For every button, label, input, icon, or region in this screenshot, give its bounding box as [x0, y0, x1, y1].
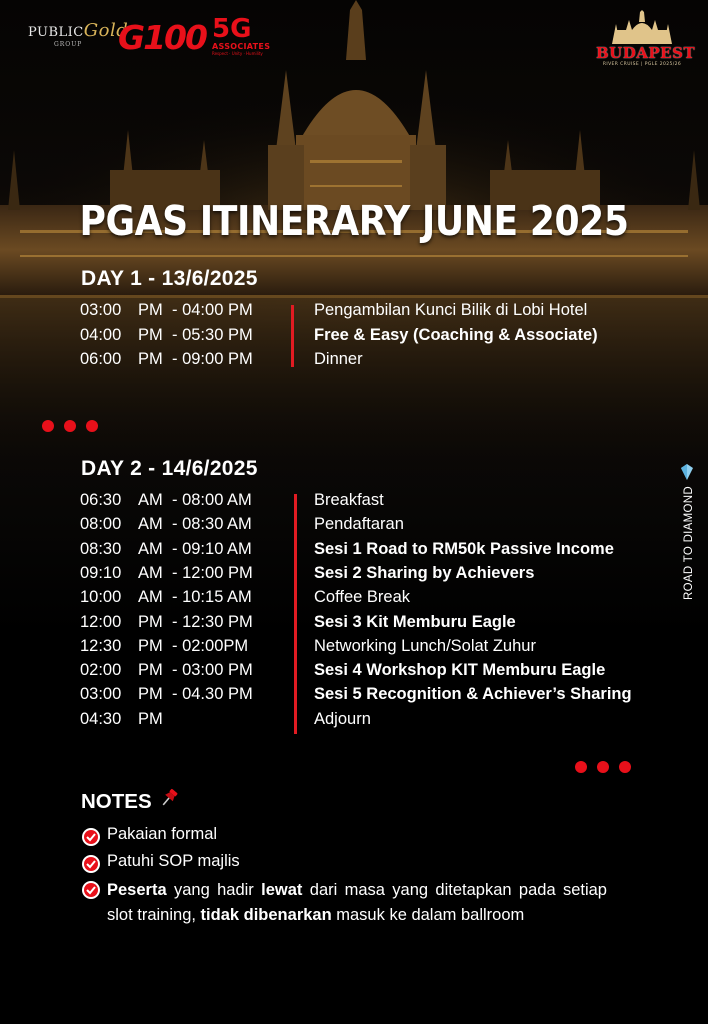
- 5g-associates-logo: [212, 16, 272, 56]
- schedule-row: [0, 515, 708, 539]
- public-gold-logo-group: GROUP: [54, 41, 83, 48]
- note-text: dari masa yang ditetapkan pada setiap slot training,: [107, 881, 607, 924]
- start-time: 03:00: [80, 685, 122, 704]
- start-ampm: PM: [138, 636, 163, 655]
- end-time: - 12:00 PM: [172, 563, 253, 582]
- decorative-dots: [42, 417, 108, 436]
- check-badge-icon: [81, 880, 101, 900]
- notes-title: NOTES: [81, 790, 152, 813]
- start-time: 02:00: [80, 661, 122, 680]
- start-ampm: PM: [138, 325, 163, 344]
- day1-heading: DAY 1 - 13/6/2025: [81, 267, 258, 290]
- schedule-row: [0, 491, 708, 515]
- check-badge-icon: [81, 827, 101, 847]
- start-ampm: AM: [138, 588, 163, 607]
- end-time: - 08:30 AM: [172, 515, 252, 534]
- activity-label: Pendaftaran: [314, 515, 404, 534]
- activity-label: Sesi 1 Road to RM50k Passive Income: [314, 539, 614, 558]
- start-ampm: AM: [138, 515, 163, 534]
- schedule-row: [0, 661, 708, 685]
- start-time: 12:30: [80, 636, 122, 655]
- schedule-row: [0, 350, 708, 374]
- 5g-logo-tagline: Respect · Unity · Humility: [212, 51, 263, 56]
- start-ampm: PM: [138, 685, 163, 704]
- schedule-row: [0, 326, 708, 350]
- start-time: 08:30: [80, 539, 122, 558]
- end-time: - 09:00 PM: [172, 350, 253, 368]
- schedule-row: [0, 685, 708, 709]
- start-time: 12:00: [80, 612, 122, 631]
- start-time: 10:00: [80, 588, 122, 607]
- schedule-row: [0, 564, 708, 588]
- schedule-row: [0, 613, 708, 637]
- start-time: 04:00: [80, 325, 122, 344]
- activity-label: Pengambilan Kunci Bilik di Lobi Hotel: [314, 301, 588, 319]
- road-to-diamond-label: ROAD TO DIAMOND: [683, 486, 695, 600]
- budapest-logo: [596, 10, 696, 70]
- budapest-logo-subtitle: RIVER CRUISE | PGLE 2025/26: [602, 62, 682, 67]
- budapest-logo-text: BUDAPEST: [596, 44, 696, 62]
- start-ampm: AM: [138, 563, 163, 582]
- page-title: PGAS ITINERARY JUNE 2025: [79, 197, 629, 245]
- schedule-row: [0, 301, 708, 325]
- note-bold-lewat: lewat: [261, 881, 303, 899]
- schedule-row: [0, 710, 708, 734]
- note-text: Patuhi SOP majlis: [107, 852, 240, 870]
- start-time: 09:10: [80, 563, 122, 582]
- end-time: - 08:00 AM: [172, 491, 252, 509]
- start-ampm: PM: [138, 350, 163, 368]
- activity-label: Coffee Break: [314, 588, 411, 607]
- note-text: masuk ke dalam ballroom: [331, 906, 525, 924]
- end-time: - 04.30 PM: [172, 685, 253, 704]
- pushpin-icon: [157, 786, 181, 810]
- start-ampm: PM: [138, 709, 163, 728]
- start-time: 08:00: [80, 515, 122, 534]
- start-time: 06:30: [80, 491, 122, 509]
- start-time: 06:00: [80, 350, 122, 368]
- activity-label: Networking Lunch/Solat Zuhur: [314, 636, 536, 655]
- schedule-row: [0, 540, 708, 564]
- diamond-icon: [678, 463, 696, 481]
- start-ampm: AM: [138, 539, 163, 558]
- day2-heading: DAY 2 - 14/6/2025: [81, 457, 258, 480]
- end-time: - 05:30 PM: [172, 325, 253, 344]
- note-bold-peserta: Peserta: [107, 881, 167, 899]
- note-bold-tidak-dibenarkan: tidak dibenarkan: [200, 906, 332, 924]
- activity-label: Breakfast: [314, 491, 384, 509]
- 5g-logo-number: 5G: [212, 14, 252, 44]
- activity-label: Sesi 3 Kit Memburu Eagle: [314, 612, 516, 631]
- end-time: - 12:30 PM: [172, 612, 253, 631]
- start-ampm: AM: [138, 491, 163, 509]
- activity-label: Sesi 2 Sharing by Achievers: [314, 563, 535, 582]
- activity-label: Adjourn: [314, 709, 371, 728]
- end-time: - 09:10 AM: [172, 539, 252, 558]
- start-ampm: PM: [138, 661, 163, 680]
- note-text: yang hadir: [166, 881, 262, 899]
- end-time: - 03:00 PM: [172, 661, 253, 680]
- note-item-late-policy: [107, 878, 607, 928]
- start-ampm: PM: [138, 301, 163, 319]
- public-gold-logo-public: PUBLIC: [28, 25, 84, 40]
- budapest-building-icon: [596, 10, 688, 46]
- activity-label: Sesi 5 Recognition & Achiever’s Sharing: [314, 685, 632, 704]
- check-badge-icon: [81, 854, 101, 874]
- start-time: 04:30: [80, 709, 122, 728]
- activity-label: Sesi 4 Workshop KIT Memburu Eagle: [314, 661, 606, 680]
- start-ampm: PM: [138, 612, 163, 631]
- decorative-dots: [575, 758, 641, 777]
- schedule-row: [0, 588, 708, 612]
- note-text: Pakaian formal: [107, 825, 218, 843]
- schedule-row: [0, 637, 708, 661]
- start-time: 03:00: [80, 301, 122, 319]
- end-time: - 02:00PM: [172, 636, 249, 655]
- end-time: - 04:00 PM: [172, 301, 253, 319]
- public-gold-logo-gold: Gold: [83, 20, 129, 41]
- 5g-logo-label: ASSOCIATES: [212, 42, 271, 51]
- activity-label: Free & Easy (Coaching & Associate): [314, 325, 598, 344]
- activity-label: Dinner: [314, 350, 363, 368]
- g100-logo: G100: [118, 18, 206, 57]
- end-time: - 10:15 AM: [172, 588, 252, 607]
- public-gold-logo: [28, 20, 129, 60]
